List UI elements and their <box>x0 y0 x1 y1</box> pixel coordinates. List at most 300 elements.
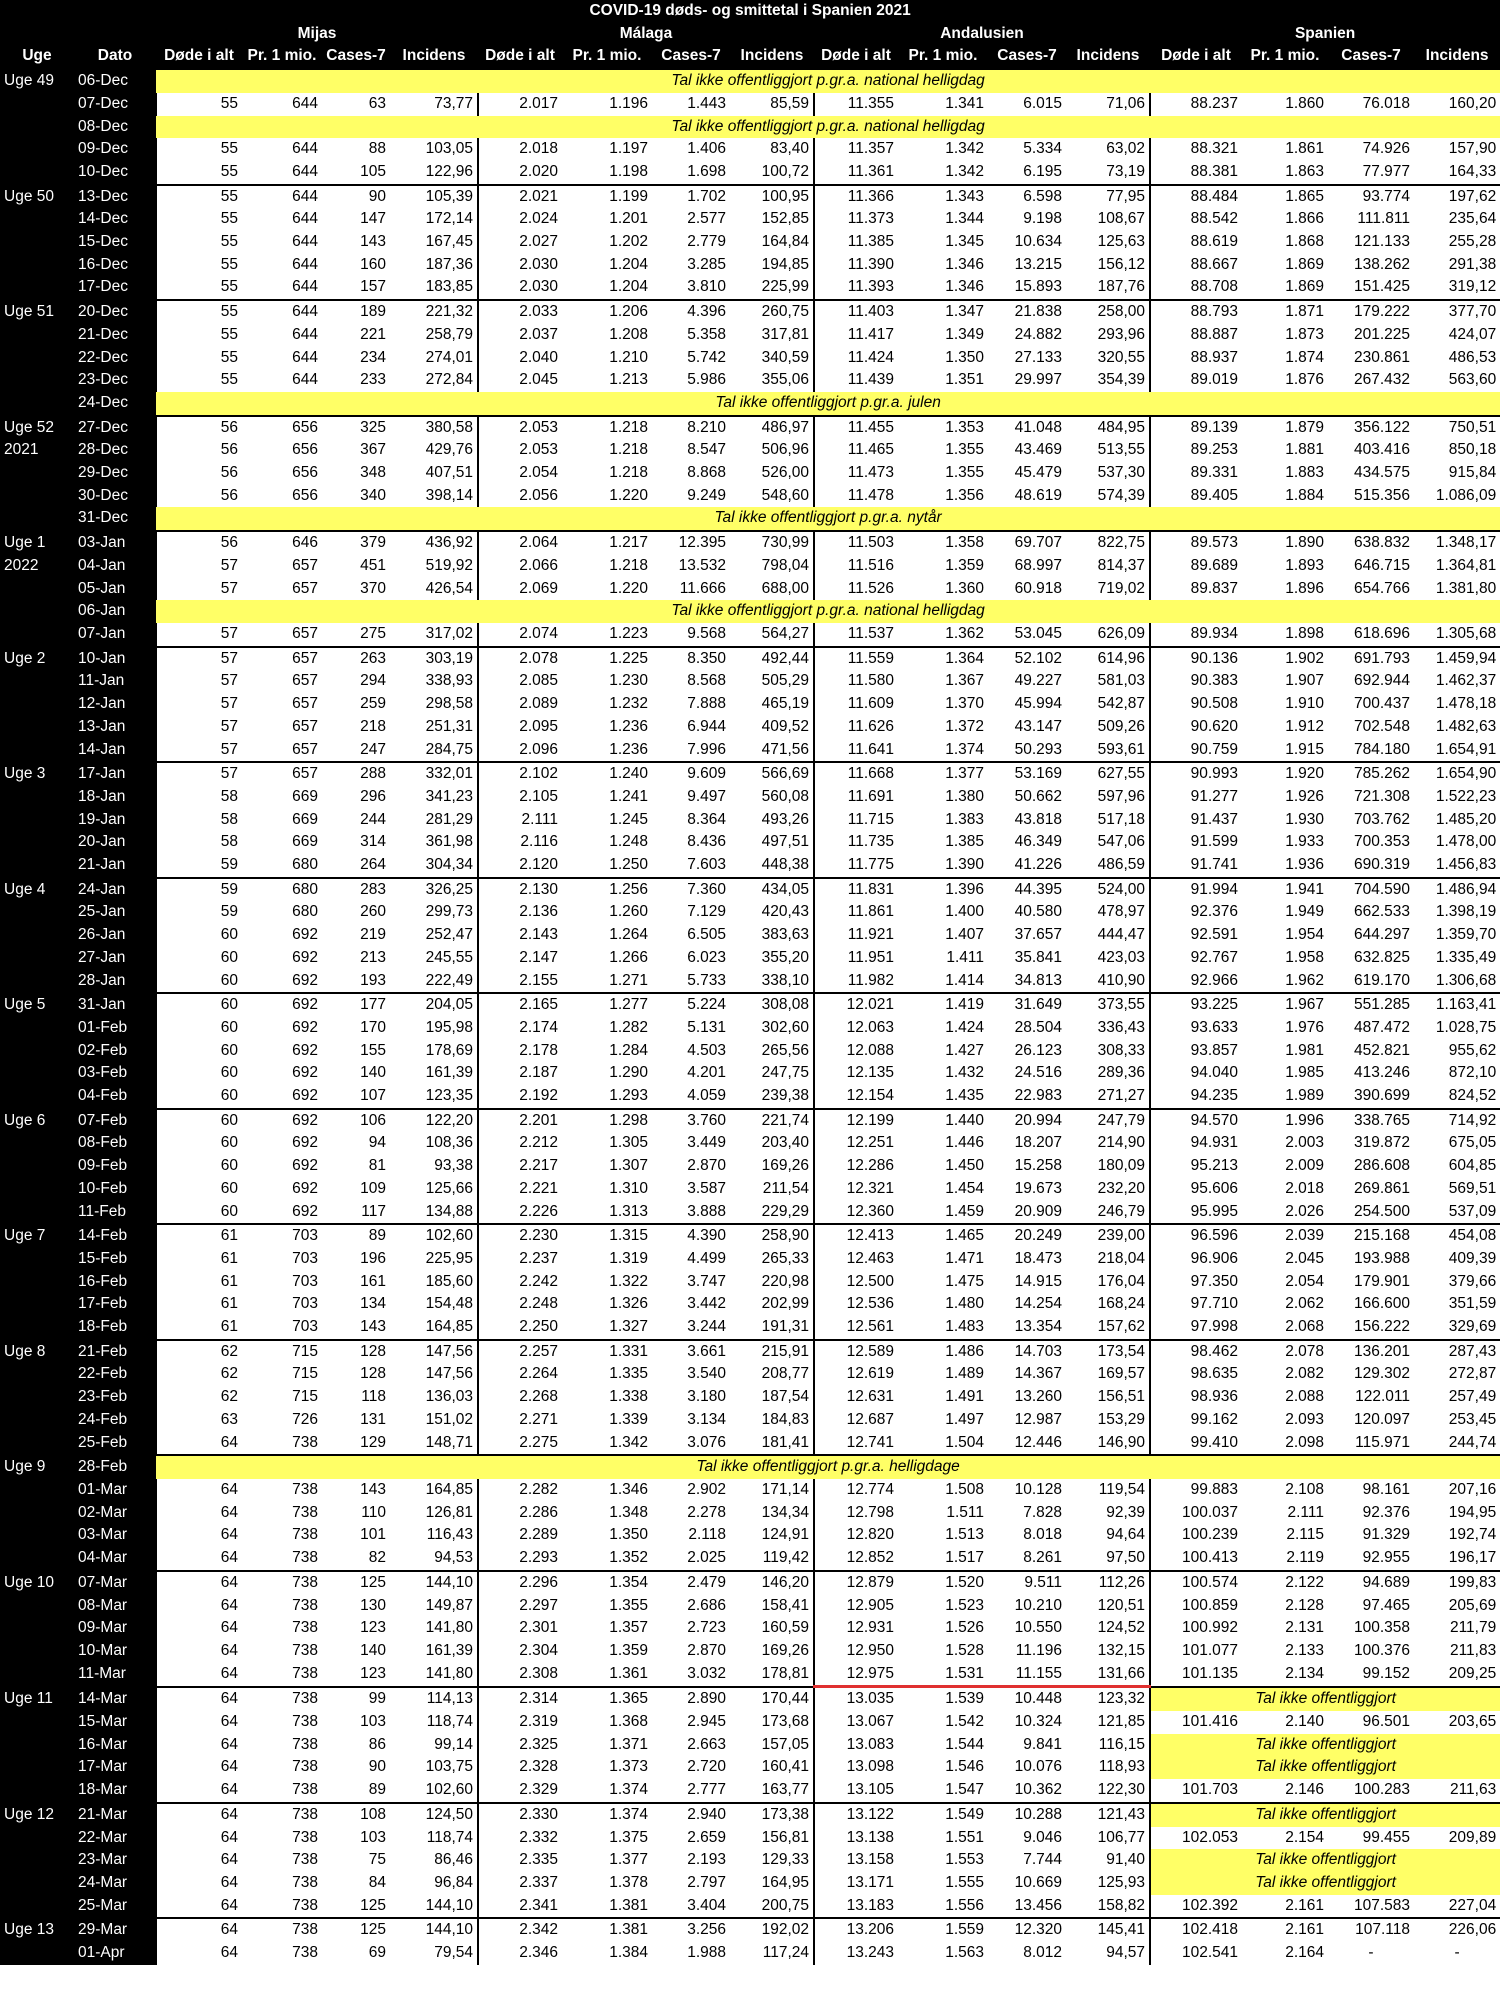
value-cell: 134 <box>360 1295 386 1313</box>
value-cell: 2.116 <box>478 831 562 854</box>
value-cell: 2.870 <box>687 1641 726 1659</box>
value-cell: 166.600 <box>1353 1295 1410 1313</box>
region-header-malaga: Málaga <box>478 23 814 46</box>
value-cell: 11.439 <box>814 369 898 392</box>
date-cell: 08-Mar <box>74 1595 156 1618</box>
week-cell <box>0 1132 74 1155</box>
value-cell: 3.888 <box>687 1202 726 1220</box>
value-cell: 12.395 <box>652 531 730 555</box>
value-cell: 129 <box>360 1433 386 1451</box>
value-cell: 1.411 <box>946 948 984 966</box>
value-cell: 118 <box>361 1388 386 1406</box>
value-cell: 100.037 <box>1150 1502 1242 1525</box>
value-cell: 2.248 <box>478 1293 562 1316</box>
value-cell: 6.195 <box>1023 162 1062 180</box>
week-cell <box>0 324 74 347</box>
value-cell: 10.669 <box>1014 1873 1062 1891</box>
value-cell: 1.354 <box>562 1571 652 1595</box>
value-cell: 738 <box>292 1896 318 1914</box>
date-cell: 07-Jan <box>74 623 156 647</box>
value-cell: 2.293 <box>478 1547 562 1571</box>
date-cell: 04-Mar <box>74 1547 156 1571</box>
date-cell: 13-Dec <box>74 185 156 209</box>
value-cell: 164,95 <box>761 1873 809 1891</box>
value-cell: 355,06 <box>761 371 809 389</box>
value-cell: 18.473 <box>1014 1249 1062 1267</box>
week-cell: Uge 9 <box>0 1455 74 1479</box>
week-cell <box>0 1201 74 1225</box>
value-cell: 192,74 <box>1448 1526 1497 1544</box>
value-cell: 98.161 <box>1362 1481 1410 1498</box>
date-cell: 05-Jan <box>74 578 156 601</box>
value-cell: 1.359 <box>945 556 984 574</box>
value-cell: 361,98 <box>425 833 473 851</box>
value-cell: 97.465 <box>1362 1596 1410 1614</box>
table-row <box>0 1711 1500 1734</box>
value-cell: 1.245 <box>609 810 648 828</box>
value-cell: 618.696 <box>1353 624 1410 642</box>
value-cell: 203,40 <box>761 1134 809 1152</box>
date-cell: 28-Jan <box>74 970 156 994</box>
value-cell: 2.779 <box>687 233 726 251</box>
value-cell: 355,20 <box>761 948 809 966</box>
value-cell: 2.026 <box>1285 1202 1324 1220</box>
value-cell: 131 <box>360 1410 386 1428</box>
value-cell: 55 <box>156 208 242 231</box>
value-cell: 56 <box>156 531 242 555</box>
value-cell: 8.868 <box>687 464 726 482</box>
value-cell: 34.813 <box>1014 971 1062 989</box>
value-cell: 11.478 <box>814 485 898 508</box>
value-cell: 2.890 <box>652 1687 730 1711</box>
week-cell <box>0 1316 74 1340</box>
column-header: Cases-7 <box>652 45 730 69</box>
value-cell: 24.882 <box>1014 325 1062 343</box>
value-cell: 9.497 <box>687 787 726 805</box>
value-cell: 692 <box>292 971 318 989</box>
value-cell: 564,27 <box>761 624 809 642</box>
value-cell: 486,97 <box>730 416 814 440</box>
value-cell: 102,60 <box>390 1224 478 1248</box>
value-cell: 239,38 <box>761 1087 809 1105</box>
value-cell: 8.261 <box>1023 1549 1062 1567</box>
value-cell: 157,05 <box>761 1735 809 1753</box>
value-cell: 64 <box>156 1803 242 1827</box>
value-cell: 1.398,19 <box>1435 903 1497 921</box>
value-cell: 9.609 <box>652 762 730 786</box>
value-cell: 103,05 <box>425 140 473 158</box>
value-cell: 91.599 <box>1150 831 1242 854</box>
value-cell: 203,65 <box>1448 1713 1497 1731</box>
value-cell: 319,12 <box>1448 278 1497 296</box>
value-cell: 715 <box>242 1340 322 1364</box>
value-cell: 89.019 <box>1150 369 1242 392</box>
value-cell: 101.703 <box>1150 1779 1242 1803</box>
value-cell: 160,20 <box>1448 94 1497 112</box>
value-cell: 61 <box>156 1316 242 1340</box>
value-cell: 1.522,23 <box>1435 787 1497 805</box>
date-cell: 17-Mar <box>74 1756 156 1779</box>
value-cell: 233 <box>360 371 386 389</box>
value-cell: 251,31 <box>425 717 473 735</box>
value-cell: 1.893 <box>1285 556 1324 574</box>
value-cell: 1.958 <box>1285 948 1324 966</box>
date-cell: 02-Mar <box>74 1502 156 1525</box>
value-cell: 60 <box>156 1085 242 1109</box>
date-cell: 17-Feb <box>74 1293 156 1316</box>
table-row <box>0 1734 1500 1757</box>
value-cell: 12.741 <box>814 1432 898 1456</box>
value-cell: 58 <box>156 786 242 809</box>
value-cell: 239,00 <box>1066 1224 1150 1248</box>
value-cell: 2.053 <box>478 439 562 462</box>
value-cell: 1.342 <box>945 162 984 180</box>
value-cell: 1.347 <box>898 300 988 324</box>
value-cell: 2.342 <box>478 1918 562 1942</box>
value-cell: 341,23 <box>425 787 473 805</box>
value-cell: 90.993 <box>1150 762 1242 786</box>
value-cell: 112,26 <box>1066 1571 1150 1595</box>
value-cell: 55 <box>156 138 242 161</box>
column-header: Dato <box>74 45 156 69</box>
table-row <box>0 1571 1500 1595</box>
value-cell: 1.355 <box>945 464 984 482</box>
value-cell: 1.282 <box>609 1018 648 1036</box>
value-cell: 2.024 <box>478 208 562 231</box>
value-cell: 12.360 <box>814 1201 898 1225</box>
date-cell: 21-Dec <box>74 324 156 347</box>
value-cell: 97,50 <box>1106 1549 1145 1567</box>
date-cell: 01-Mar <box>74 1479 156 1502</box>
value-cell: 19.673 <box>1014 1179 1062 1197</box>
value-cell: 1.236 <box>609 740 648 758</box>
value-cell: 92.767 <box>1150 947 1242 970</box>
week-cell <box>0 1409 74 1432</box>
value-cell: 1.374 <box>562 1803 652 1827</box>
value-cell: 1.343 <box>898 185 988 209</box>
value-cell: 1.563 <box>945 1944 984 1962</box>
value-cell: 326,25 <box>390 878 478 902</box>
value-cell: 9.841 <box>1023 1735 1062 1753</box>
value-cell: 221,74 <box>730 1109 814 1133</box>
week-cell <box>0 1756 74 1779</box>
date-cell: 02-Feb <box>74 1040 156 1063</box>
value-cell: 219 <box>360 926 386 944</box>
value-cell: 597,96 <box>1097 787 1145 805</box>
value-cell: 258,79 <box>425 325 473 343</box>
value-cell: 436,92 <box>390 531 478 555</box>
week-cell: Uge 49 <box>0 69 74 93</box>
value-cell: 1.930 <box>1285 810 1324 828</box>
value-cell: 410,90 <box>1097 971 1145 989</box>
value-cell: 1.378 <box>609 1873 648 1891</box>
value-cell: 1.920 <box>1242 762 1328 786</box>
week-cell <box>0 1663 74 1687</box>
value-cell: 197,62 <box>1414 185 1500 209</box>
value-cell: 9.568 <box>687 624 726 642</box>
value-cell: 2.111 <box>478 809 562 832</box>
value-cell: 2.335 <box>478 1849 562 1872</box>
value-cell: 336,43 <box>1097 1018 1145 1036</box>
table-row <box>0 347 1500 370</box>
date-cell: 03-Feb <box>74 1062 156 1085</box>
value-cell: 60 <box>156 1017 242 1040</box>
value-cell: 319.872 <box>1353 1134 1410 1152</box>
value-cell: 1.372 <box>945 717 984 735</box>
week-cell <box>0 1547 74 1571</box>
value-cell: 2.108 <box>1285 1481 1324 1498</box>
not-published-note: Tal ikke offentliggjort p.gr.a. national helligdag <box>156 69 1500 93</box>
value-cell: 420,43 <box>761 903 809 921</box>
value-cell: 245,55 <box>425 948 473 966</box>
value-cell: 94.931 <box>1150 1132 1242 1155</box>
value-cell: 1.544 <box>945 1735 984 1753</box>
value-cell: 99.410 <box>1150 1432 1242 1456</box>
value-cell: 103 <box>360 1828 386 1846</box>
week-cell <box>0 786 74 809</box>
value-cell: 57 <box>156 623 242 647</box>
date-cell: 15-Feb <box>74 1248 156 1271</box>
value-cell: 750,51 <box>1414 416 1500 440</box>
value-cell: 1.400 <box>945 903 984 921</box>
value-cell: 2.797 <box>687 1873 726 1891</box>
value-cell: 64 <box>156 1547 242 1571</box>
value-cell: 1.196 <box>609 94 648 112</box>
value-cell: 2.095 <box>478 716 562 739</box>
value-cell: 101.416 <box>1150 1711 1242 1734</box>
date-cell: 10-Mar <box>74 1640 156 1663</box>
value-cell: 1.419 <box>898 993 988 1017</box>
value-cell: 134,88 <box>425 1202 473 1220</box>
value-cell: 12.820 <box>814 1524 898 1547</box>
table-row <box>0 185 1500 209</box>
value-cell: 18.207 <box>1014 1134 1062 1152</box>
value-cell: 13.158 <box>814 1849 898 1872</box>
value-cell: 12.798 <box>814 1502 898 1525</box>
value-cell: 211,83 <box>1449 1641 1497 1659</box>
value-cell: 692 <box>292 1018 318 1036</box>
table-row <box>0 555 1500 578</box>
column-header: Cases-7 <box>1328 45 1414 69</box>
date-cell: 09-Mar <box>74 1617 156 1640</box>
value-cell: 1.381 <box>609 1896 648 1914</box>
value-cell: 1.949 <box>1285 903 1324 921</box>
value-cell: 2.870 <box>687 1157 726 1175</box>
value-cell: 2.105 <box>478 786 562 809</box>
value-cell: 244 <box>360 810 386 828</box>
value-cell: 1.873 <box>1285 325 1324 343</box>
table-row <box>0 623 1500 647</box>
value-cell: 13.171 <box>814 1872 898 1895</box>
value-cell: 1.377 <box>898 762 988 786</box>
value-cell: 94,53 <box>434 1549 473 1567</box>
value-cell: 487.472 <box>1353 1018 1410 1036</box>
value-cell: 62 <box>156 1386 242 1409</box>
value-cell: 179.901 <box>1353 1272 1410 1290</box>
value-cell: 252,47 <box>425 926 473 944</box>
table-row <box>0 1201 1500 1225</box>
value-cell: 1.884 <box>1285 486 1324 504</box>
value-cell: 1.353 <box>898 416 988 440</box>
value-cell: 12.879 <box>814 1571 898 1595</box>
value-cell: 214,90 <box>1097 1134 1145 1152</box>
value-cell: 1.360 <box>945 579 984 597</box>
value-cell: 2.056 <box>478 485 562 508</box>
value-cell: 218,04 <box>1097 1249 1145 1267</box>
value-cell: 1.985 <box>1285 1064 1324 1082</box>
date-cell: 10-Feb <box>74 1178 156 1201</box>
value-cell: 738 <box>292 1944 318 1962</box>
value-cell: 13.083 <box>814 1734 898 1757</box>
value-cell: 235,64 <box>1448 210 1497 228</box>
value-cell: 644 <box>292 255 318 273</box>
value-cell: 193 <box>360 971 386 989</box>
week-cell <box>0 1062 74 1085</box>
value-cell: 123 <box>360 1619 386 1637</box>
value-cell: 187,54 <box>761 1388 809 1406</box>
table-row <box>0 231 1500 254</box>
value-cell: 11.580 <box>814 670 898 693</box>
week-cell: Uge 50 <box>0 185 74 209</box>
value-cell: 288 <box>322 762 390 786</box>
date-cell: 23-Dec <box>74 369 156 392</box>
value-cell: 11.775 <box>814 854 898 878</box>
value-cell: 11.373 <box>814 208 898 231</box>
value-cell: 53.169 <box>988 762 1066 786</box>
value-cell: 12.950 <box>814 1640 898 1663</box>
value-cell: 646 <box>242 531 322 555</box>
date-cell: 06-Jan <box>74 600 156 623</box>
value-cell: 644.297 <box>1353 926 1410 944</box>
value-cell: 269.861 <box>1353 1179 1410 1197</box>
value-cell: 227,04 <box>1448 1896 1497 1914</box>
value-cell: 1.547 <box>945 1781 984 1799</box>
value-cell: 56 <box>156 485 242 508</box>
value-cell: 1.335 <box>609 1365 648 1383</box>
table-row <box>0 993 1500 1017</box>
value-cell: 1.879 <box>1242 416 1328 440</box>
value-cell: 196 <box>360 1249 386 1267</box>
value-cell: 2.037 <box>478 324 562 347</box>
value-cell: 4.390 <box>652 1224 730 1248</box>
value-cell: 505,29 <box>761 672 809 690</box>
value-cell: 3.449 <box>687 1134 726 1152</box>
week-cell <box>0 1386 74 1409</box>
week-cell: Uge 10 <box>0 1571 74 1595</box>
value-cell: 2.902 <box>687 1481 726 1498</box>
value-cell: 3.747 <box>687 1272 726 1290</box>
value-cell: 7.996 <box>687 740 726 758</box>
value-cell: 43.469 <box>1014 441 1062 459</box>
value-cell: 513,55 <box>1097 441 1145 459</box>
value-cell: 700.353 <box>1353 833 1410 851</box>
value-cell: 196,17 <box>1448 1549 1497 1567</box>
value-cell: 2.025 <box>687 1549 726 1567</box>
value-cell: 178,81 <box>761 1664 809 1682</box>
value-cell: 60 <box>156 970 242 994</box>
value-cell: 164,84 <box>761 233 809 251</box>
date-cell: 25-Jan <box>74 901 156 924</box>
value-cell: 106 <box>322 1109 390 1133</box>
value-cell: 2.136 <box>478 901 562 924</box>
value-cell: 5.358 <box>687 325 726 343</box>
column-header: Incidens <box>1414 45 1500 69</box>
value-cell: 13.067 <box>814 1711 898 1734</box>
value-cell: 92,39 <box>1106 1503 1145 1521</box>
value-cell: 738 <box>242 1803 322 1827</box>
note-row <box>0 1455 1500 1479</box>
value-cell: 2.111 <box>1287 1503 1324 1521</box>
date-cell: 06-Dec <box>74 69 156 93</box>
week-cell <box>0 1872 74 1895</box>
value-cell: 79,54 <box>434 1944 473 1962</box>
value-cell: 1.896 <box>1285 579 1324 597</box>
column-header: Uge <box>0 45 74 69</box>
value-cell: 99.152 <box>1362 1664 1410 1682</box>
value-cell: 1.374 <box>945 740 984 758</box>
value-cell: 1.491 <box>945 1388 984 1406</box>
value-cell: 423,03 <box>1097 948 1145 966</box>
value-cell: 509,26 <box>1097 717 1145 735</box>
region-header-mijas: Mijas <box>156 23 478 46</box>
table-row <box>0 1779 1500 1803</box>
date-cell: 29-Mar <box>74 1918 156 1942</box>
value-cell: 1.902 <box>1242 647 1328 671</box>
week-cell <box>0 161 74 185</box>
value-cell: 148,71 <box>425 1433 473 1451</box>
not-published-note: Tal ikke offentliggjort p.gr.a. nytår <box>156 507 1500 531</box>
table-row <box>0 1062 1500 1085</box>
value-cell: 454,08 <box>1414 1224 1500 1248</box>
table-row <box>0 1109 1500 1133</box>
value-cell: 11.465 <box>814 439 898 462</box>
date-cell: 18-Mar <box>74 1779 156 1803</box>
value-cell: 64 <box>156 1779 242 1803</box>
value-cell: 140 <box>360 1641 386 1659</box>
date-cell: 11-Mar <box>74 1663 156 1687</box>
value-cell: 2.686 <box>687 1596 726 1614</box>
value-cell: 114,13 <box>390 1687 478 1711</box>
value-cell: 692 <box>292 1134 318 1152</box>
table-row <box>0 208 1500 231</box>
value-cell: 43.147 <box>1014 717 1062 735</box>
value-cell: 64 <box>156 1827 242 1850</box>
value-cell: 515.356 <box>1353 486 1410 504</box>
value-cell: 738 <box>292 1873 318 1891</box>
value-cell: 222,49 <box>425 971 473 989</box>
value-cell: 2.341 <box>478 1895 562 1919</box>
week-cell <box>0 854 74 878</box>
value-cell: 125,66 <box>425 1179 473 1197</box>
value-cell: 1.486 <box>898 1340 988 1364</box>
value-cell: 118,74 <box>426 1713 473 1731</box>
value-cell: 1.432 <box>945 1064 984 1082</box>
table-row <box>0 1547 1500 1571</box>
value-cell: 64 <box>156 1502 242 1525</box>
value-cell: 260 <box>360 903 386 921</box>
date-cell: 14-Dec <box>74 208 156 231</box>
value-cell: 738 <box>242 1918 322 1942</box>
value-cell: 1.907 <box>1285 672 1324 690</box>
date-cell: 22-Feb <box>74 1363 156 1386</box>
week-cell <box>0 1942 74 1965</box>
week-cell <box>0 138 74 161</box>
value-cell: 8.012 <box>1023 1944 1062 1962</box>
value-cell: 1.868 <box>1285 233 1324 251</box>
value-cell: 1.199 <box>562 185 652 209</box>
value-cell: 109 <box>360 1179 386 1197</box>
value-cell: 60 <box>156 993 242 1017</box>
